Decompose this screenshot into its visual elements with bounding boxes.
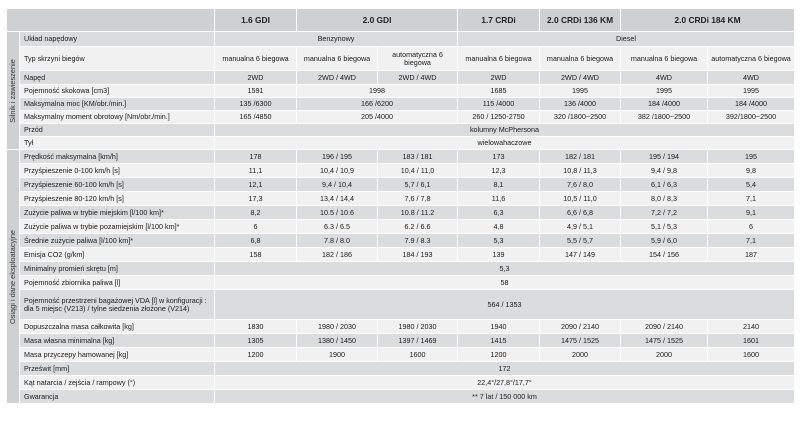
cell-value: 158 bbox=[215, 248, 297, 262]
section-engine-text: Silnik i zawieszenie bbox=[8, 58, 18, 123]
row-label: Prędkość maksymalna [km/h] bbox=[20, 150, 215, 164]
cell-value: 2090 / 2140 bbox=[540, 320, 621, 334]
row-label: Średnie zużycie paliwa [l/100 km]* bbox=[20, 234, 215, 248]
cell-value: manualna 6 biegowa bbox=[540, 47, 621, 71]
cell-value: 1475 / 1525 bbox=[540, 334, 621, 348]
cell-value: 5,9 / 6,0 bbox=[621, 234, 708, 248]
cell-value: 5,5 / 5,7 bbox=[540, 234, 621, 248]
cell-value: 8,0 / 8,3 bbox=[621, 192, 708, 206]
row-label: Maksymalny moment obrotowy [Nm/obr./min.] bbox=[20, 111, 215, 124]
cell-value: 1995 bbox=[540, 85, 621, 98]
section-operational-text: Osiągi i dane eksploatacyjne bbox=[8, 229, 18, 324]
cell-value: 2WD / 4WD bbox=[540, 71, 621, 85]
row-label: Układ napędowy bbox=[20, 32, 215, 47]
table-row bbox=[7, 137, 795, 150]
row-label: Masa własna minimalna [kg] bbox=[20, 334, 215, 348]
cell-value: 187 bbox=[708, 248, 795, 262]
cell-value: 5,4 bbox=[708, 178, 795, 192]
row-label: Emisja CO2 (g/km] bbox=[20, 248, 215, 262]
cell-value: 195 / 194 bbox=[621, 150, 708, 164]
cell-value: 10,8 / 11,3 bbox=[540, 164, 621, 178]
row-label: Masa przyczepy hamowanej [kg] bbox=[20, 348, 215, 362]
cell-value: 1600 bbox=[708, 348, 795, 362]
cell-value: 1475 / 1525 bbox=[621, 334, 708, 348]
cell-value: Diesel bbox=[458, 32, 795, 47]
cell-value: 7.8 / 8.0 bbox=[297, 234, 378, 248]
cell-value: 1685 bbox=[458, 85, 540, 98]
table-row bbox=[7, 276, 795, 290]
cell-value: 147 / 149 bbox=[540, 248, 621, 262]
table-row bbox=[7, 320, 795, 334]
cell-value: automatyczna 6 biegowa bbox=[378, 47, 458, 71]
spec-table bbox=[6, 8, 795, 404]
cell-value: 1980 / 2030 bbox=[378, 320, 458, 334]
cell-value: manualna 6 biegowa bbox=[458, 47, 540, 71]
cell-value: 1601 bbox=[708, 334, 795, 348]
cell-value: 6 bbox=[708, 220, 795, 234]
table-row bbox=[7, 206, 795, 220]
cell-value: ** 7 lat / 150 000 km bbox=[215, 390, 795, 404]
cell-value: 13,4 / 14,4 bbox=[297, 192, 378, 206]
section-label-operational bbox=[7, 150, 20, 404]
cell-value: 6,8 bbox=[215, 234, 297, 248]
table-row bbox=[7, 390, 795, 404]
row-label: Typ skrzyni biegów bbox=[20, 47, 215, 71]
cell-value: wielowahaczowe bbox=[215, 137, 795, 150]
header-blank bbox=[7, 9, 215, 32]
row-label: Zużycie paliwa w trybie pozamiejskim [l/100 km]* bbox=[20, 220, 215, 234]
row-label: Prześwit [mm] bbox=[20, 362, 215, 376]
row-label: Kąt natarcia / zejścia / rampowy (°) bbox=[20, 376, 215, 390]
row-label: Dopuszczalna masa całkowita [kg] bbox=[20, 320, 215, 334]
table-row bbox=[7, 234, 795, 248]
header-engine-17crdi: 1.7 CRDi bbox=[458, 9, 540, 32]
cell-value: 6,6 / 6,8 bbox=[540, 206, 621, 220]
table-row bbox=[7, 150, 795, 164]
cell-value: 10.8 / 11.2 bbox=[378, 206, 458, 220]
row-label: Pojemność skokowa [cm3] bbox=[20, 85, 215, 98]
cell-value: 10.5 / 10.6 bbox=[297, 206, 378, 220]
table-row bbox=[7, 164, 795, 178]
cell-value: 320 /1800~2500 bbox=[540, 111, 621, 124]
cell-value: 165 /4850 bbox=[215, 111, 297, 124]
cell-value: 172 bbox=[215, 362, 795, 376]
row-label: Minimalny promień skrętu [m] bbox=[20, 262, 215, 276]
table-row bbox=[7, 192, 795, 206]
table-row bbox=[7, 262, 795, 276]
cell-value: 1397 / 1469 bbox=[378, 334, 458, 348]
table-row bbox=[7, 111, 795, 124]
cell-value: 7,6 / 8,0 bbox=[540, 178, 621, 192]
table-row bbox=[7, 220, 795, 234]
cell-value: 139 bbox=[458, 248, 540, 262]
cell-value: 205 /4000 bbox=[297, 111, 458, 124]
cell-value: 2WD bbox=[215, 71, 297, 85]
cell-value: 1591 bbox=[215, 85, 297, 98]
cell-value: 10,5 / 11,0 bbox=[540, 192, 621, 206]
row-label: Maksymalna moc [KM/obr./min.] bbox=[20, 98, 215, 111]
cell-value: 8,2 bbox=[215, 206, 297, 220]
cell-value: 392/1800~2500 bbox=[708, 111, 795, 124]
cell-value: 9,1 bbox=[708, 206, 795, 220]
cell-value: 1380 / 1450 bbox=[297, 334, 378, 348]
cell-value: 6,3 bbox=[458, 206, 540, 220]
cell-value: 5,3 bbox=[215, 262, 795, 276]
cell-value: 4WD bbox=[708, 71, 795, 85]
cell-value: 4,8 bbox=[458, 220, 540, 234]
cell-value: 1900 bbox=[297, 348, 378, 362]
cell-value: 1200 bbox=[215, 348, 297, 362]
table-row bbox=[7, 248, 795, 262]
table-row bbox=[7, 376, 795, 390]
cell-value: 173 bbox=[458, 150, 540, 164]
cell-value: 1200 bbox=[458, 348, 540, 362]
row-label: Przód bbox=[20, 124, 215, 137]
cell-value: 10,4 / 10,9 bbox=[297, 164, 378, 178]
cell-value: 195 bbox=[708, 150, 795, 164]
cell-value: 2WD / 4WD bbox=[297, 71, 378, 85]
row-label: Pojemność przestrzeni bagażowej VDA [l] w konfiguracji : dla 5 miejsc (V213) / tylne siedzenia złożone (V214) bbox=[20, 290, 215, 320]
cell-value: 2000 bbox=[540, 348, 621, 362]
table-row bbox=[7, 334, 795, 348]
cell-value: 9,4 / 9,8 bbox=[621, 164, 708, 178]
cell-value: kolumny McPhersona bbox=[215, 124, 795, 137]
cell-value: 6 bbox=[215, 220, 297, 234]
cell-value: 17,3 bbox=[215, 192, 297, 206]
header-engine-16gdi: 1.6 GDI bbox=[215, 9, 297, 32]
cell-value: 135 /6300 bbox=[215, 98, 297, 111]
cell-value: 5,1 / 5,3 bbox=[621, 220, 708, 234]
cell-value: 182 / 186 bbox=[297, 248, 378, 262]
row-label: Zużycie paliwa w trybie miejskim [l/100 km]* bbox=[20, 206, 215, 220]
header-engine-20gdi: 2.0 GDI bbox=[297, 9, 458, 32]
row-label: Napęd bbox=[20, 71, 215, 85]
table-row bbox=[7, 290, 795, 320]
cell-value: manualna 6 biegowa bbox=[621, 47, 708, 71]
table-row bbox=[7, 124, 795, 137]
cell-value: 2090 / 2140 bbox=[621, 320, 708, 334]
cell-value: 7,1 bbox=[708, 234, 795, 248]
cell-value: 154 / 156 bbox=[621, 248, 708, 262]
cell-value: automatyczna 6 biegowa bbox=[708, 47, 795, 71]
cell-value: 2WD bbox=[458, 71, 540, 85]
cell-value: 12,1 bbox=[215, 178, 297, 192]
table-row bbox=[7, 178, 795, 192]
table-row bbox=[7, 32, 795, 47]
cell-value: Benzynowy bbox=[215, 32, 458, 47]
cell-value: 7.9 / 8.3 bbox=[378, 234, 458, 248]
section-label-engine bbox=[7, 32, 20, 150]
cell-value: manualna 6 biegowa bbox=[215, 47, 297, 71]
cell-value: 166 /6200 bbox=[297, 98, 458, 111]
header-engine-20crdi-184: 2.0 CRDi 184 KM bbox=[621, 9, 795, 32]
cell-value: manualna 6 biegowa bbox=[297, 47, 378, 71]
cell-value: 1995 bbox=[708, 85, 795, 98]
cell-value: 11,1 bbox=[215, 164, 297, 178]
cell-value: 564 / 1353 bbox=[215, 290, 795, 320]
cell-value: 1305 bbox=[215, 334, 297, 348]
cell-value: 9,4 / 10,4 bbox=[297, 178, 378, 192]
cell-value: 6.3 / 6.5 bbox=[297, 220, 378, 234]
cell-value: 11,6 bbox=[458, 192, 540, 206]
table-header bbox=[7, 9, 795, 32]
cell-value: 12,3 bbox=[458, 164, 540, 178]
cell-value: 7,6 / 7,8 bbox=[378, 192, 458, 206]
cell-value: 1980 / 2030 bbox=[297, 320, 378, 334]
row-label: Gwarancja bbox=[20, 390, 215, 404]
cell-value: 382 /1800~2500 bbox=[621, 111, 708, 124]
table-row bbox=[7, 348, 795, 362]
header-engine-20crdi-136: 2.0 CRDi 136 KM bbox=[540, 9, 621, 32]
cell-value: 178 bbox=[215, 150, 297, 164]
cell-value: 2140 bbox=[708, 320, 795, 334]
table-row bbox=[7, 98, 795, 111]
cell-value: 2WD / 4WD bbox=[378, 71, 458, 85]
cell-value: 184 /4000 bbox=[621, 98, 708, 111]
cell-value: 22,4°/27,8°/17,7° bbox=[215, 376, 795, 390]
cell-value: 10,4 / 11,0 bbox=[378, 164, 458, 178]
cell-value: 183 / 181 bbox=[378, 150, 458, 164]
cell-value: 58 bbox=[215, 276, 795, 290]
cell-value: 182 / 181 bbox=[540, 150, 621, 164]
table-row bbox=[7, 71, 795, 85]
table-row bbox=[7, 47, 795, 71]
cell-value: 6.2 / 6.6 bbox=[378, 220, 458, 234]
row-label: Przyśpieszenie 80-120 km/h [s] bbox=[20, 192, 215, 206]
cell-value: 5,7 / 6,1 bbox=[378, 178, 458, 192]
cell-value: 2000 bbox=[621, 348, 708, 362]
table-row bbox=[7, 362, 795, 376]
cell-value: 4WD bbox=[621, 71, 708, 85]
cell-value: 260 / 1250-2750 bbox=[458, 111, 540, 124]
cell-value: 8,1 bbox=[458, 178, 540, 192]
cell-value: 5,3 bbox=[458, 234, 540, 248]
cell-value: 1600 bbox=[378, 348, 458, 362]
cell-value: 136 /4000 bbox=[540, 98, 621, 111]
cell-value: 9,8 bbox=[708, 164, 795, 178]
row-label: Pojemność zbiornika paliwa [l] bbox=[20, 276, 215, 290]
cell-value: 4,9 / 5,1 bbox=[540, 220, 621, 234]
cell-value: 7,1 bbox=[708, 192, 795, 206]
cell-value: 184 /4000 bbox=[708, 98, 795, 111]
cell-value: 6,1 / 6,3 bbox=[621, 178, 708, 192]
cell-value: 115 /4000 bbox=[458, 98, 540, 111]
cell-value: 7,2 / 7,2 bbox=[621, 206, 708, 220]
cell-value: 1830 bbox=[215, 320, 297, 334]
row-label: Tył bbox=[20, 137, 215, 150]
row-label: Przyśpieszenie 0-100 km/h [s] bbox=[20, 164, 215, 178]
cell-value: 196 / 195 bbox=[297, 150, 378, 164]
cell-value: 1415 bbox=[458, 334, 540, 348]
table-row bbox=[7, 85, 795, 98]
cell-value: 1998 bbox=[297, 85, 458, 98]
cell-value: 184 / 193 bbox=[378, 248, 458, 262]
cell-value: 1995 bbox=[621, 85, 708, 98]
cell-value: 1940 bbox=[458, 320, 540, 334]
row-label: Przyśpieszenie 60-100 km/h [s] bbox=[20, 178, 215, 192]
